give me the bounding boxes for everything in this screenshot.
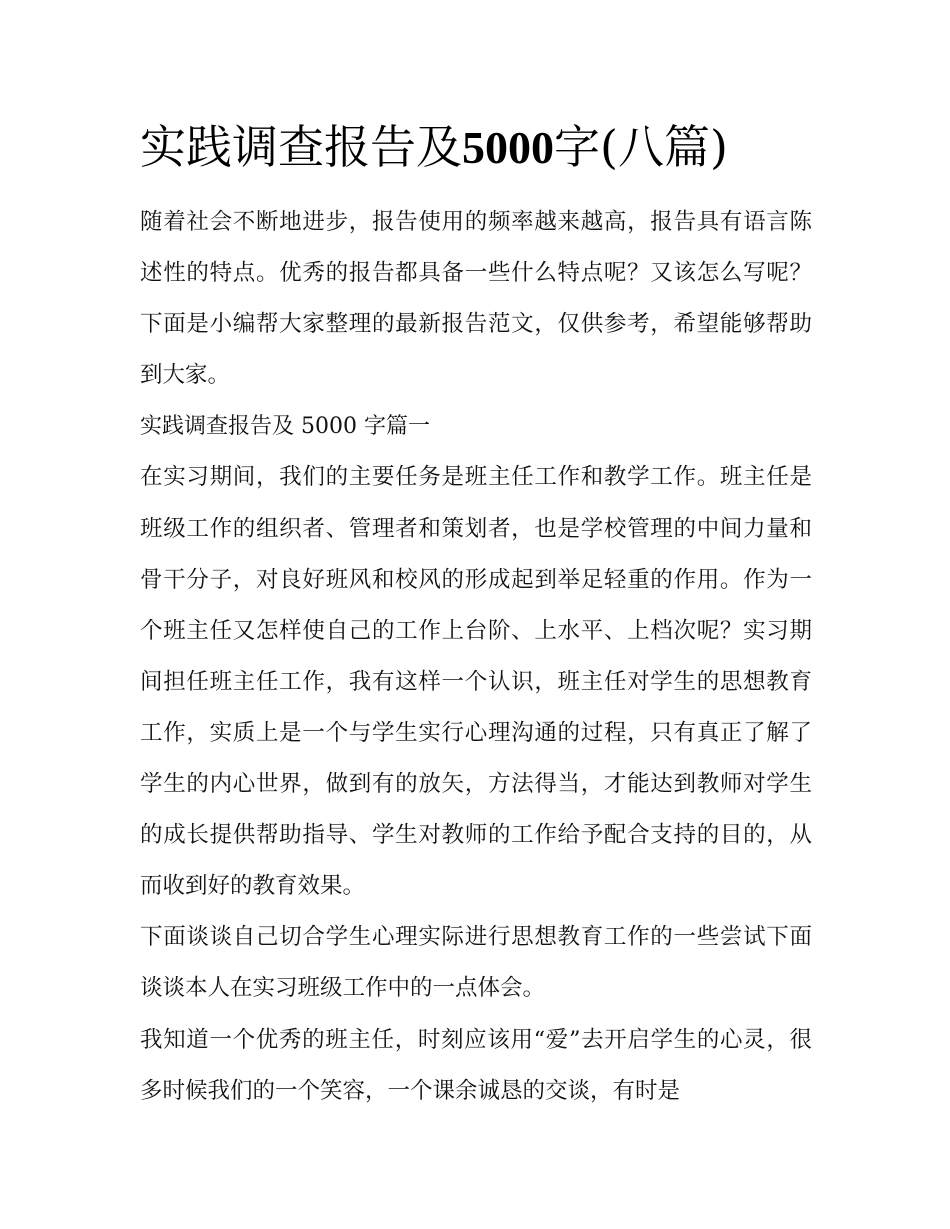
- title-number: 5000: [462, 122, 554, 173]
- body-paragraph-2: 下面谈谈自己切合学生心理实际进行思想教育工作的一些尝试下面谈谈本人在实习班级工作中的一点体会。: [140, 924, 812, 1002]
- intro-paragraph: 随着社会不断地进步，报告使用的频率越来越高，报告具有语言陈述性的特点。优秀的报告都具备一些什么特点呢？又该怎么写呢？下面是小编帮大家整理的最新报告范文，仅供参考，希望能够帮助到大家。: [140, 209, 812, 389]
- body-paragraph-3: 我知道一个优秀的班主任，时刻应该用“爱”去开启学生的心灵，很多时候我们的一个笑容，一个课余诚恳的交谈，有时是: [140, 1026, 812, 1104]
- document-body: [140, 197, 812, 1117]
- body-paragraph-1: 在实习期间，我们的主要任务是班主任工作和教学工作。班主任是班级工作的组织者、管理者和策划者，也是学校管理的中间力量和骨干分子，对良好班风和校风的形成起到举足轻重的作用。作为一个班主任又怎样使自己的工作上台阶、上水平、上档次呢？实习期间担任班主任工作，我有这样一个认识，班主任对学生的思想教育工作，实质上是一个与学生实行心理沟通的过程，只有真正了解了学生的内心世界，做到有的放矢，方法得当，才能达到教师对学生的成长提供帮助指导、学生对教师的工作给予配合支持的目的，从而收到好的教育效果。: [140, 464, 812, 900]
- title-prefix: 实践调查报告及: [140, 120, 462, 174]
- section-heading: 实践调查报告及 5000 字篇一: [140, 414, 430, 440]
- document-title: [140, 112, 820, 183]
- title-suffix: 字(八篇): [554, 120, 728, 174]
